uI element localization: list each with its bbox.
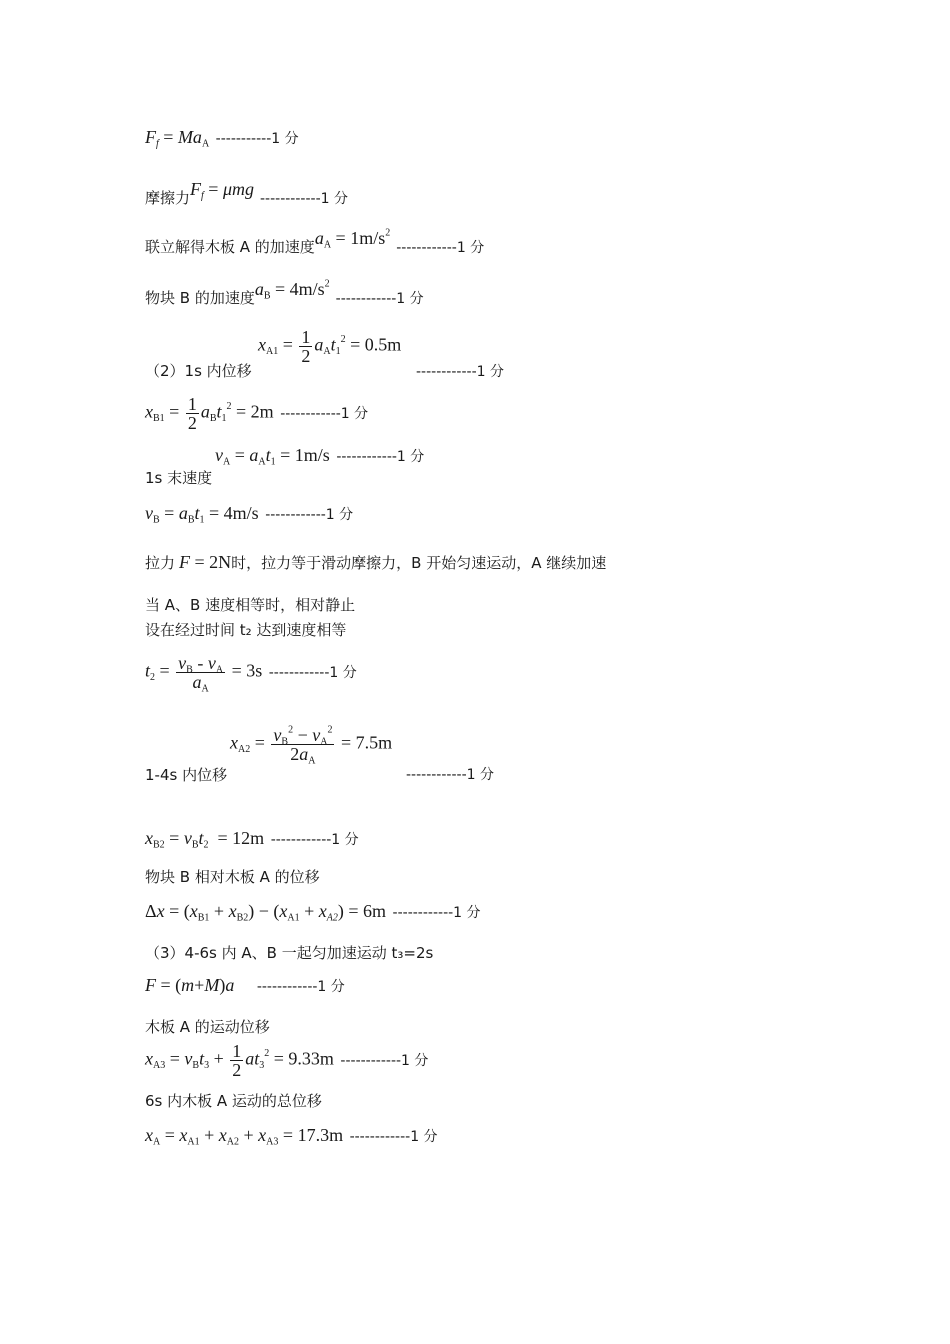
score-mark: ------------1 分 [406, 767, 494, 783]
label-1-4s-displacement: 1-4s 内位移 [145, 766, 228, 784]
value-force: 2N [209, 552, 232, 572]
value-xb1: 2m [250, 401, 274, 422]
value-xa1: 0.5m [364, 334, 402, 355]
label-friction: 摩擦力 [145, 189, 191, 207]
value-accel-a: 1m/s [350, 228, 386, 248]
eq-xb1: $x_{B1}$ = $\frac{1}{2}$ $a_Bt_1^2 = 2m$ ------------1 分 [145, 394, 369, 433]
fraction-t2: $\frac{v_B - v_A}{a_A}$ [178, 653, 224, 695]
label-accel-a: 联立解得木板 A 的加速度 [145, 238, 315, 256]
fraction-xa2: $\frac{v_B^2 - v_A^2}{2a_A}$ [273, 724, 333, 767]
value-t2: 3s [246, 660, 263, 681]
text-time-t2: 设在经过时间 t₂ 达到速度相等 [145, 621, 347, 639]
score-mark: ------------1 分 [416, 364, 504, 380]
score-mark: ------------1 分 [335, 291, 424, 307]
score-mark: ------------1 分 [396, 240, 485, 256]
text-relative-displacement: 物块 B 相对木板 A 的位移 [145, 868, 320, 886]
value-xa3: 9.33m [288, 1048, 334, 1069]
eq-delta-x: $\Delta x = (x_{B1} + x_{B2}) - (x_{A1} + x_{A2}) = 6m$ ------------1 分 [145, 901, 481, 924]
eq-xb2: $x_{B2} = v_Bt_2 = 12m$ ------------1 分 [145, 828, 359, 851]
score-mark: ------------1 分 [260, 191, 348, 207]
eq-va: $v_A = a_At_1 = 1m/s$ ------------1 分 [215, 445, 425, 468]
label-1s-displacement: （2）1s 内位移 [145, 362, 252, 380]
text-force-desc: 时，拉力等于滑动摩擦力，B 开始匀速运动，A 继续加速 [231, 554, 607, 572]
score-mark: ------------1 分 [336, 449, 425, 465]
value-delta-x: 6m [363, 901, 387, 921]
eq-xa3: $x_{A3} = v_Bt_3$ + $\frac{1}{2}$ $at_3^2 = 9.33m$ ------------1 分 [145, 1041, 429, 1080]
value-accel-b: 4m/s [289, 279, 325, 299]
eq-t2: $t_2$ = $\frac{v_B - v_A}{a_A}$ = 3s ------------1 分 [145, 653, 357, 695]
text-total-displacement: 6s 内木板 A 运动的总位移 [145, 1092, 322, 1110]
score-mark: ------------1 分 [270, 832, 359, 848]
eq-friction-ma: $F_f = Ma_A$ -----------1 分 [145, 127, 299, 150]
eq-xa-total: $x_A = x_{A1} + x_{A2} + x_{A3} = 17.3m$ ------------1 分 [145, 1125, 438, 1148]
value-xb2: 12m [232, 828, 265, 848]
label-pull-force: 拉力 [145, 554, 176, 572]
text-equal-velocity: 当 A、B 速度相等时，相对静止 [145, 596, 356, 614]
score-mark: ------------1 分 [340, 1052, 429, 1069]
fraction-half: $\frac{1}{2}$ [301, 327, 311, 366]
score-mark: ------------1 分 [349, 1129, 438, 1145]
fraction-half: $\frac{1}{2}$ [187, 394, 197, 433]
eq-accel-a: 联立解得木板 A 的加速度$a_A = 1m/s^2$ ------------1 分 [145, 227, 485, 256]
value-xa-total: 17.3m [297, 1125, 344, 1145]
eq-vb: $v_B = a_Bt_1 = 4m/s$ ------------1 分 [145, 503, 354, 526]
eq-xa1: $x_{A1}$ = $\frac{1}{2}$ $a_At_1^2 = 0.5m$ [258, 327, 402, 366]
eq-xa2: $x_{A2}$ = $\frac{v_B^2 - v_A^2}{2a_A}$ = 7.5m [230, 724, 393, 767]
label-1s-velocity: 1s 末速度 [145, 469, 213, 487]
value-va: 1m/s [294, 445, 330, 465]
score-mark: -----------1 分 [215, 131, 299, 147]
score-mark: ------------1 分 [265, 507, 354, 523]
eq-newton-combined: F = (m+M)a ------------1 分 [145, 975, 345, 995]
score-mark: ------------1 分 [256, 979, 345, 995]
score-mark: ------------1 分 [280, 405, 369, 422]
value-xa2: 7.5m [355, 732, 393, 753]
score-mark: ------------1 分 [392, 905, 481, 921]
eq-accel-b: 物块 B 的加速度$a_B = 4m/s^2$ ------------1 分 [145, 278, 424, 307]
fraction-half: $\frac{1}{2}$ [232, 1041, 242, 1080]
text-board-displacement: 木板 A 的运动位移 [145, 1018, 270, 1036]
text-force-2n: 拉力 F = 2N时，拉力等于滑动摩擦力，B 开始匀速运动，A 继续加速 [145, 552, 607, 572]
eq-friction-mu: 摩擦力$F_f = \mu mg$ ------------1 分 [145, 179, 348, 207]
value-vb: 4m/s [223, 503, 259, 523]
label-accel-b: 物块 B 的加速度 [145, 289, 255, 307]
text-part3: （3）4-6s 内 A、B 一起匀加速运动 t₃=2s [145, 944, 434, 962]
score-mark: ------------1 分 [268, 664, 357, 681]
